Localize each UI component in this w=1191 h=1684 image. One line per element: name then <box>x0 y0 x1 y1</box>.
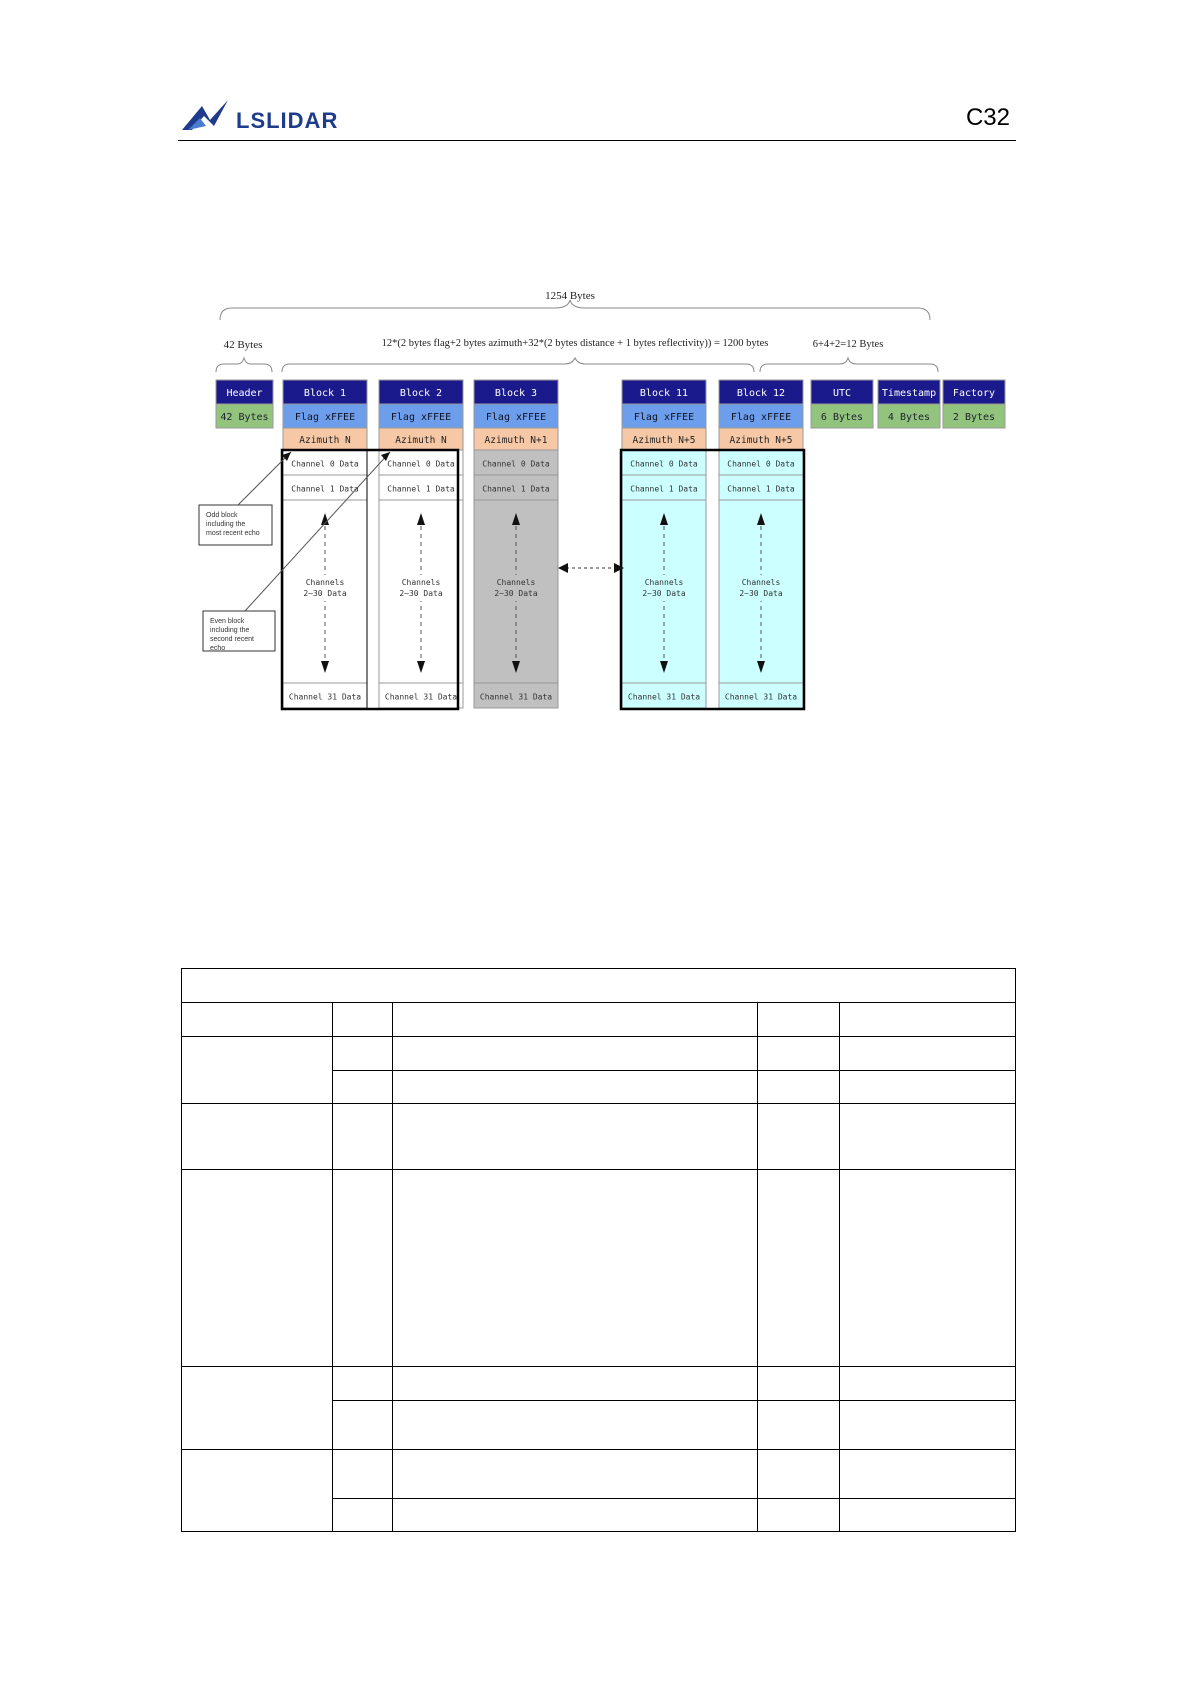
channel-1-text: Channel 1 Data <box>727 484 795 494</box>
channels-range-label: 2~30 Data <box>399 589 443 598</box>
channel-0-text: Channel 0 Data <box>630 459 698 469</box>
block-3-title-text: Block 3 <box>494 388 538 399</box>
channel-0-text: Channel 0 Data <box>291 459 359 469</box>
channels-range-label: 2~30 Data <box>494 589 538 598</box>
header-title-text: Header <box>226 388 263 399</box>
model-name: C32 <box>965 104 1010 131</box>
tail-title-text: Timestamp <box>881 388 937 399</box>
azimuth-text: Azimuth N+1 <box>484 435 548 446</box>
table-header-row <box>182 1003 1016 1037</box>
header-span-label: 42 Bytes <box>223 339 263 351</box>
flag-text: Flag xFFEE <box>730 412 792 423</box>
channel-31-text: Channel 31 Data <box>288 692 362 702</box>
arrow-left-icon <box>558 563 568 573</box>
header-size-text: 42 Bytes <box>220 412 269 423</box>
table-row <box>182 1104 1016 1170</box>
channels-label: Channels <box>401 578 441 587</box>
azimuth-text: Azimuth N+5 <box>632 435 696 446</box>
odd-block-note-line: including the <box>206 521 246 528</box>
table-row <box>182 1367 1016 1401</box>
channel-1-text: Channel 1 Data <box>387 484 455 494</box>
channels-label: Channels <box>644 578 684 587</box>
table-row <box>182 1170 1016 1367</box>
channel-31-text: Channel 31 Data <box>627 692 701 702</box>
flag-text: Flag xFFEE <box>294 412 356 423</box>
tail-brace <box>760 358 938 372</box>
table-caption-cell <box>182 969 1016 1003</box>
table-caption-row <box>182 969 1016 1003</box>
odd-block-note-line: Odd block <box>206 512 238 519</box>
total-bytes-label: 1254 Bytes <box>545 290 595 302</box>
tail-span-label: 6+4+2=12 Bytes <box>812 339 884 350</box>
block-4-title-text: Block 11 <box>639 388 689 399</box>
logo-wordmark: LSLIDAR <box>236 108 339 133</box>
channels-range-label: 2~30 Data <box>303 589 347 598</box>
block-5-title-text: Block 12 <box>736 388 786 399</box>
tail-title-text: Factory <box>952 388 996 399</box>
channel-1-text: Channel 1 Data <box>630 484 698 494</box>
block-2-title-text: Block 2 <box>399 388 443 399</box>
blocks-span-label: 12*(2 bytes flag+2 bytes azimuth+32*(2 bytes distance + 1 bytes reflectivity)) = 1200 bytes <box>381 338 769 349</box>
header-divider <box>178 140 1016 141</box>
spec-table <box>181 968 1016 1532</box>
flag-text: Flag xFFEE <box>390 412 452 423</box>
lslidar-logo <box>180 96 350 136</box>
flag-text: Flag xFFEE <box>633 412 695 423</box>
block-1-title-text: Block 1 <box>303 388 347 399</box>
channel-1-text: Channel 1 Data <box>291 484 359 494</box>
channel-0-text: Channel 0 Data <box>482 459 550 469</box>
odd-block-note-line: most recent echo <box>206 530 260 537</box>
table-row <box>182 1450 1016 1499</box>
channels-range-label: 2~30 Data <box>739 589 783 598</box>
azimuth-text: Azimuth N <box>299 435 351 446</box>
even-block-note-line: Even block <box>210 618 245 625</box>
header-brace <box>216 358 272 372</box>
tail-size-text: 6 Bytes <box>820 412 864 423</box>
blocks-brace <box>282 358 754 372</box>
channel-31-text: Channel 31 Data <box>724 692 798 702</box>
flag-text: Flag xFFEE <box>485 412 547 423</box>
channel-1-text: Channel 1 Data <box>482 484 550 494</box>
channel-0-text: Channel 0 Data <box>727 459 795 469</box>
channel-31-text: Channel 31 Data <box>479 692 553 702</box>
channels-label: Channels <box>496 578 536 587</box>
even-block-note-line: second recent <box>210 636 254 643</box>
channel-31-text: Channel 31 Data <box>384 692 458 702</box>
tail-size-text: 4 Bytes <box>887 412 931 423</box>
tail-title-text: UTC <box>832 388 852 399</box>
channels-label: Channels <box>741 578 781 587</box>
channels-range-label: 2~30 Data <box>642 589 686 598</box>
table-row <box>182 1037 1016 1071</box>
tail-size-text: 2 Bytes <box>952 412 996 423</box>
azimuth-text: Azimuth N+5 <box>729 435 793 446</box>
total-brace <box>220 300 930 320</box>
azimuth-text: Azimuth N <box>395 435 447 446</box>
channel-0-text: Channel 0 Data <box>387 459 455 469</box>
packet-structure-diagram <box>190 280 1030 750</box>
channels-label: Channels <box>305 578 345 587</box>
even-block-note-line: echo <box>210 645 226 652</box>
even-block-note-line: including the <box>210 627 250 634</box>
